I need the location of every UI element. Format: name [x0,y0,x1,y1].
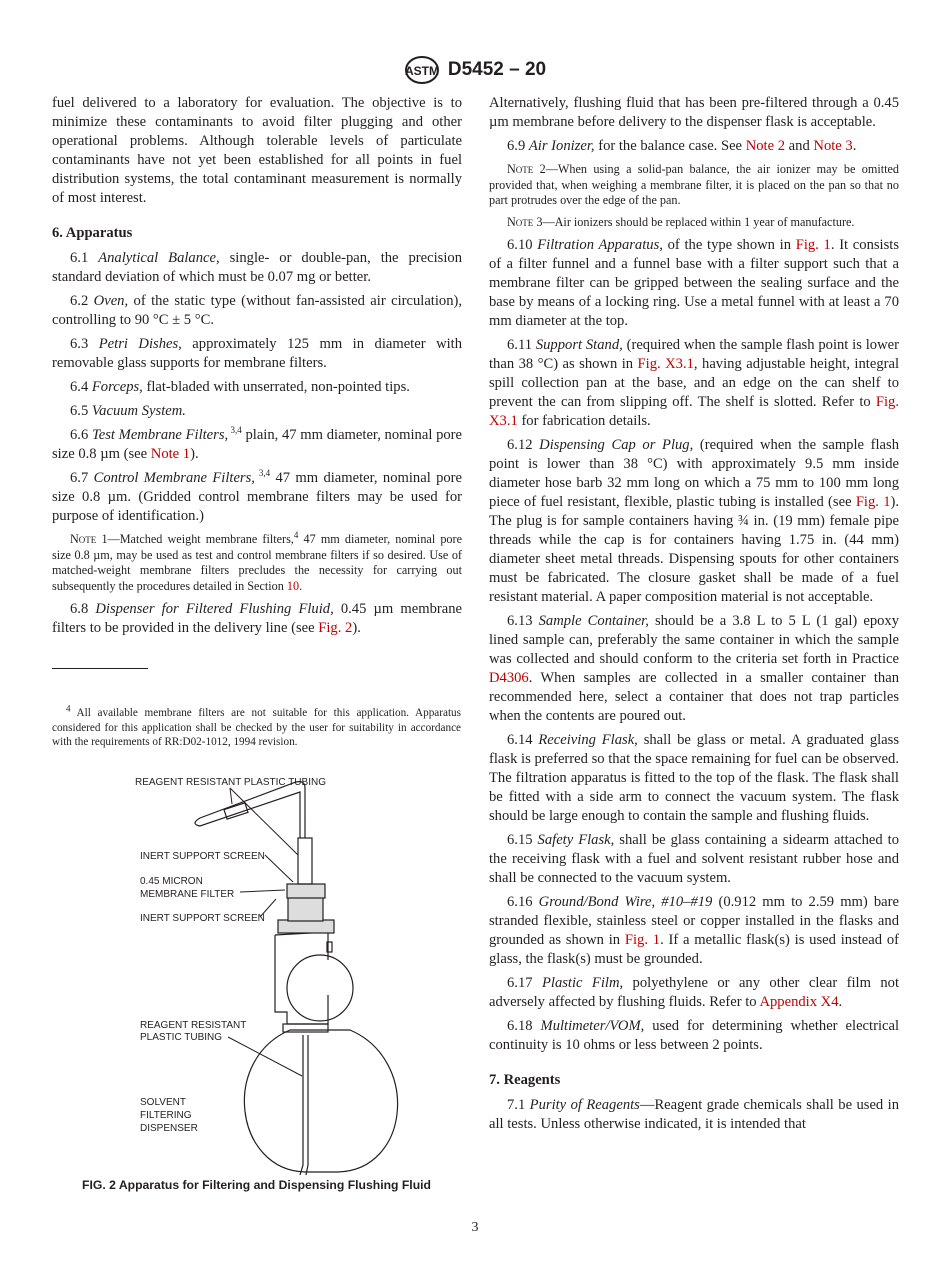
text: 6.8 [70,601,96,617]
paragraph [489,336,899,431]
cross-reference-link[interactable]: D4306 [489,670,529,686]
label-filter-2: MEMBRANE FILTER [140,889,235,900]
cross-reference-link[interactable]: Fig. 1 [624,932,661,948]
term: Petri Dishes, [98,336,182,352]
text: should be a 3.8 L to 5 L (1 gal) epoxy lined sample can, preferably the same container in which the sample was collected and should conform to the criteria set forth in Practice [489,613,900,667]
paragraph [52,94,462,208]
text: 6.10 [507,237,538,253]
cross-reference-link[interactable]: Note 2 [745,138,786,154]
text: of the static type (without fan-assisted air circulation), controlling to 90 °C ± 5 °C. [52,293,463,328]
text: 6.12 [507,437,540,453]
paragraph [489,1096,899,1134]
text: 47 mm diameter, nominal pore size 0.8 µm. (Gridded control membrane filters may be used for purpose of identification.) [52,470,463,524]
text: . It consists of a filter funnel and a funnel base with a filter support such that a membrane filter can be gripped between the sealing surface and the base by means of a locking ring. Use a metal funnel with at least a 70 mm diameter at the top. [489,237,900,329]
text: 6.14 [507,732,539,748]
text: plain, 47 mm diameter, nominal pore size 0.8 µm (see [52,427,463,462]
text: 6.6 [70,427,92,443]
paragraph [489,731,899,826]
text: 6.13 [507,613,539,629]
text: ). The plug is for sample containers having ¾ in. (19 mm) female pipe threads while the cap is for containers having 1.75 in. (44 mm) diameter sheet metal threads. Dispensing spouts for other containers must be fabricated. The closure gasket shall be made of a fuel resistant material. A paper composition material is not acceptable. [489,494,900,605]
term: Receiving Flask, [538,732,638,748]
paragraph [52,426,462,464]
cross-reference-link[interactable]: Appendix X4 [759,994,839,1010]
term: Plastic Film, [541,975,624,991]
text: . [299,578,303,593]
note-paragraph [489,215,899,231]
text: 6. Apparatus [52,225,133,241]
paragraph [52,378,462,397]
term: Oven, [93,293,129,309]
text: , having adjustable height, integral spill collection pan at the base, and an edge on the can shelf to prevent the can from slipping off. The shelf is slotted. Refer to [489,356,900,410]
note-label: Note [507,214,534,229]
label-dispenser-2: FILTERING [140,1110,192,1121]
paragraph [52,249,462,287]
footnote-mark: 4 [66,703,71,714]
text: fuel delivered to a laboratory for evaluation. The objective is to minimize these contaminants to avoid filter plugging and other operational problems. Although tolerable levels of particulate contaminants have not yet been established for all points in fuel distribution systems, the total contaminant measurement is normally of most interest. [52,95,462,206]
paragraph [489,436,899,607]
text: 6.3 [70,336,99,352]
text: 6.7 [70,470,94,486]
text: used for determining whether electrical continuity is 10 ohms or less between 2 points. [489,1018,900,1053]
text: . [852,138,857,154]
paragraph [489,612,899,726]
text: 2—When using a solid-pan balance, the air ionizer may be omitted provided that, when weighing a membrane filter, it is placed on the pan so that no part protrudes over the edge of the pan. [489,162,899,207]
term: Vacuum System. [91,403,186,419]
text: of the type shown in [662,237,796,253]
text: 6.4 [70,379,92,395]
cross-reference-link[interactable]: Fig. 1 [855,494,891,510]
label-dispenser-1: SOLVENT [140,1097,186,1108]
label-filter-1: 0.45 MICRON [140,876,203,887]
text: shall be glass containing a sidearm attached to the receiving flask with a fuel and solvent resistant rubber hose and shall be connected to the vacuum system. [489,832,899,886]
text: 6.15 [507,832,538,848]
text: 47 mm diameter, nominal pore size 0.8 µm, may be used as test and control membrane filters if so desired. Use of matched-weight membrane filters precludes the necessity for carrying out subsequently the procedures detailed in Section [52,532,462,593]
text: 1—Matched weight membrane filters, [96,532,294,546]
text: —Reagent grade chemicals shall be used in all tests. Unless otherwise indicated, it is intended that [489,1097,899,1132]
text: 6.16 [507,894,539,910]
note-label: Note [507,162,534,176]
paragraph [489,831,899,888]
term: Dispensing Cap or Plug, [539,437,694,453]
cross-reference-link[interactable]: 10 [286,578,300,593]
term: Filtration Apparatus, [537,237,663,253]
text: and [785,138,814,154]
paragraph [489,974,899,1012]
term: Forceps, [91,379,143,395]
paragraph [489,893,899,969]
paragraph [489,1017,899,1055]
paragraph [52,600,462,638]
term: Test Membrane Filters, [91,427,229,443]
right-column [489,94,899,1139]
label-tubing-bottom-1: REAGENT RESISTANT [140,1020,247,1031]
paragraph [489,137,899,156]
note-paragraph [52,529,462,594]
text: ). [352,620,361,636]
text: 7. Reagents [489,1072,561,1088]
text: 6.9 [507,138,529,154]
footnote-text: All available membrane filters are not suitable for this application. Apparatus considered for this application shall be checked by the user for suitability in accordance with the requirements of RR:D02-1012, 1994 revision. [52,707,461,748]
text: . When samples are collected in a smaller container than recommended here, select a container that does not trap particles when the contents are poured out. [489,670,899,724]
section-heading [489,1071,899,1090]
text: . [838,994,843,1010]
label-dispenser-3: DISPENSER [140,1123,198,1134]
text: single- or double-pan, the precision standard deviation of which must be 0.07 mg or better. [52,250,462,285]
text: for fabrication details. [517,413,651,429]
label-screen-bottom: INERT SUPPORT SCREEN [140,913,265,924]
paragraph [489,94,899,132]
left-column [52,94,462,643]
text: 6.5 [70,403,92,419]
cross-reference-link[interactable]: Fig. X3.1 [637,356,694,372]
label-screen-top: INERT SUPPORT SCREEN [140,851,265,862]
text: 3—Air ionizers should be replaced within 1 year of manufacture. [533,214,855,229]
page-number: 3 [471,1220,479,1235]
note-paragraph [489,162,899,209]
term: Multimeter/VOM, [540,1018,645,1034]
cross-reference-link[interactable]: Fig. X3.1 [489,394,899,429]
term: Control Membrane Filters, [93,470,255,486]
figure-caption: FIG. 2 Apparatus for Filtering and Dispensing Flushing Fluid [82,1178,431,1192]
text: polyethylene or any other clear film not adversely affected by flushing fluids. Refer to [489,975,899,1010]
term: Ground/Bond Wire, #10–#19 [538,894,713,910]
cross-reference-link[interactable]: Fig. 1 [795,237,831,253]
text: ). [190,446,199,462]
footnote-divider [52,668,148,669]
label-tubing-bottom-2: PLASTIC TUBING [140,1032,223,1043]
term: Air Ionizer, [528,138,595,154]
footnote-reference: 4 [293,529,299,540]
text: 6.11 [507,337,536,353]
paragraph [52,335,462,373]
svg-text:ASTM: ASTM [404,64,439,78]
term: Purity of Reagents [529,1097,640,1113]
term: Analytical Balance, [98,250,220,266]
text: for the balance case. See [594,138,746,154]
text: approximately 125 mm in diameter with removable glass supports for membrane filters. [52,336,463,371]
paragraph [52,469,462,526]
text: 6.2 [70,293,94,309]
cross-reference-link[interactable]: Note 1 [150,446,191,462]
term: Sample Container, [538,613,649,629]
text: (required when the sample flash point is lower than 38 °C) with approximately 9.5 mm inside diameter hose barb 32 mm long on which a 75 mm to 100 mm long piece of fuel resistant, flexible, plastic tubing is installed (see [489,437,900,510]
text: (required when the sample flash point is lower than 38 °C) as shown in [489,337,899,372]
text: flat-bladed with unserrated, non-pointed tips. [142,379,410,395]
text: (0.912 mm to 2.59 mm) bare stranded flexible, stainless steel or copper installed in the flasks and grounded as shown in [489,894,899,948]
term: Support Stand, [535,337,623,353]
text: shall be glass or metal. A graduated glass flask is preferred so that the space remaining for fuel can be observed. The filtration apparatus is fitted to the top of the flask. The flask shall be fitted with a side arm to connect the vacuum system. The flask should be large enough to contain the sample and flushing fluids. [489,732,900,824]
text: 7.1 [507,1097,530,1113]
text: . If a metallic flask(s) is used instead of glass, the flask(s) must be grounded. [489,932,899,967]
paragraph [489,236,899,331]
cross-reference-link[interactable]: Fig. 2 [318,620,353,636]
text: 6.18 [507,1018,541,1034]
term: Safety Flask, [537,832,615,848]
footnote-4 [52,703,461,750]
paragraph [52,402,462,421]
document-designation: D5452 – 20 [447,59,547,80]
text: Alternatively, flushing fluid that has been pre-filtered through a 0.45 µm membrane before delivery to the dispenser flask is acceptable. [489,95,899,130]
footnote-reference: 3,4 [254,468,271,479]
text: 0.45 µm membrane filters to be provided in the delivery line (see [52,601,462,636]
astm-logo-icon [404,55,440,85]
page-header [0,55,950,85]
cross-reference-link[interactable]: Note 3 [813,138,853,154]
label-tubing-top: REAGENT RESISTANT PLASTIC TUBING [135,777,326,788]
text: 6.17 [507,975,542,991]
section-heading [52,224,462,243]
term: Dispenser for Filtered Flushing Fluid, [95,601,334,617]
note-label: Note [70,532,97,546]
figure-2-apparatus-drawing [100,760,460,1180]
paragraph [52,292,462,330]
footnote-reference: 3,4 [228,425,242,436]
text: 6.1 [70,250,99,266]
